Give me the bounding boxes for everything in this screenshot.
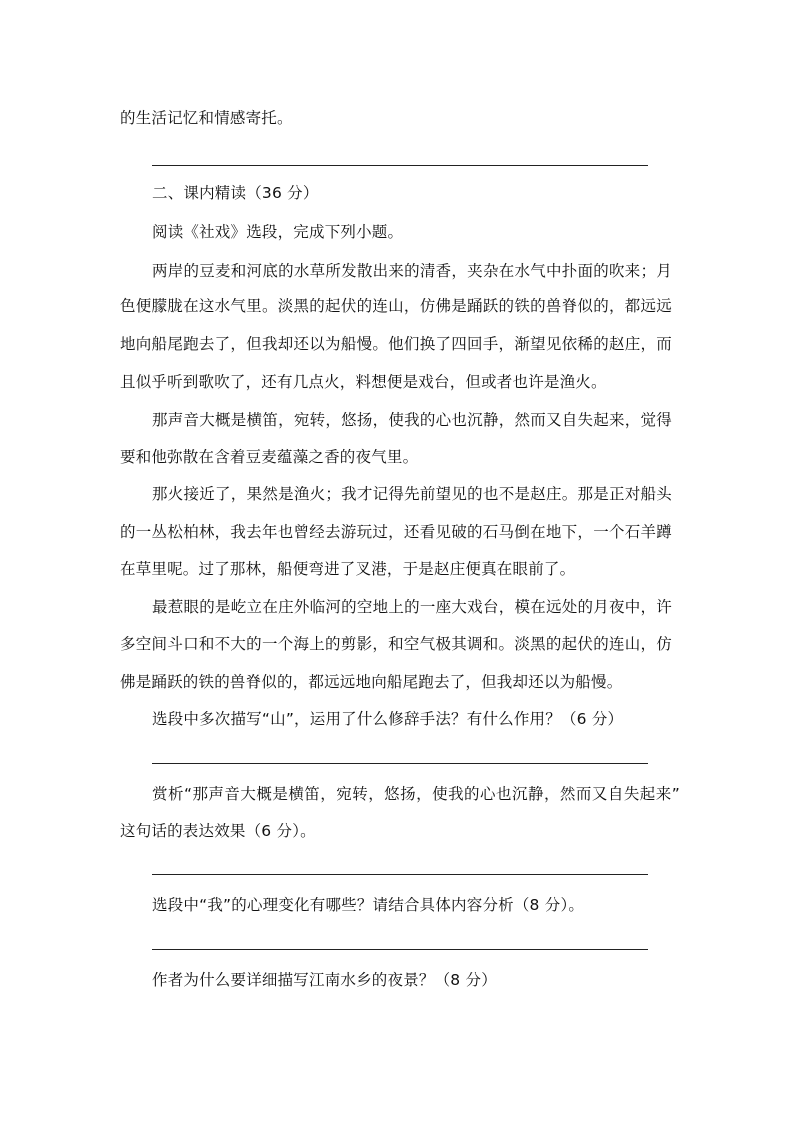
intro-line: 的生活记忆和情感寄托。 [120, 109, 293, 127]
answer-line [152, 874, 648, 875]
passage-p1-line4: 且似乎听到歌吹了，还有几点火，料想便是戏台，但或者也许是渔火。 [120, 373, 607, 391]
section-title: 二、课内精读（36 分） [152, 184, 319, 202]
passage-p1-line3: 地向船尾跑去了，但我却还以为船慢。他们换了四回手，渐望见依稀的赵庄，而 [120, 335, 672, 353]
instruction: 阅读《社戏》选段，完成下列小题。 [152, 223, 404, 241]
passage-p4-line2: 多空间斗口和不大的一个海上的剪影，和空气极其调和。淡黑的起伏的连山，仿 [120, 635, 672, 653]
passage-p1-line2: 色便朦胧在这水气里。淡黑的起伏的连山，仿佛是踊跃的铁的兽脊似的，都远远 [120, 297, 672, 315]
answer-line [152, 763, 648, 764]
passage-p3-line1: 那火接近了，果然是渔火；我才记得先前望见的也不是赵庄。那是正对船头 [152, 485, 672, 503]
question-4: 作者为什么要详细描写江南水乡的夜景？（8 分） [152, 971, 497, 989]
answer-line [152, 949, 648, 950]
passage-p1-line1: 两岸的豆麦和河底的水草所发散出来的清香，夹杂在水气中扑面的吹来；月 [152, 262, 672, 280]
question-2-line2: 这句话的表达效果（6 分）。 [120, 822, 316, 840]
passage-p3-line3: 在草里呢。过了那林，船便弯进了叉港，于是赵庄便真在眼前了。 [120, 560, 576, 578]
question-2-line1: 赏析“那声音大概是横笛，宛转，悠扬，使我的心也沉静，然而又自失起来” [152, 785, 680, 803]
passage-p2-line1: 那声音大概是横笛，宛转，悠扬，使我的心也沉静，然而又自失起来，觉得 [152, 411, 672, 429]
question-3: 选段中“我”的心理变化有哪些？请结合具体内容分析（8 分）。 [152, 896, 585, 914]
question-1: 选段中多次描写“山”，运用了什么修辞手法？有什么作用？（6 分） [152, 710, 624, 728]
passage-p4-line1: 最惹眼的是屹立在庄外临河的空地上的一座大戏台，模在远处的月夜中，许 [152, 598, 672, 616]
passage-p3-line2: 的一丛松柏林，我去年也曾经去游玩过，还看见破的石马倒在地下，一个石羊蹲 [120, 523, 672, 541]
passage-p2-line2: 要和他弥散在含着豆麦蕴藻之香的夜气里。 [120, 448, 419, 466]
passage-p4-line3: 佛是踊跃的铁的兽脊似的，都远远地向船尾跑去了，但我却还以为船慢。 [120, 673, 623, 691]
answer-line [152, 165, 648, 166]
